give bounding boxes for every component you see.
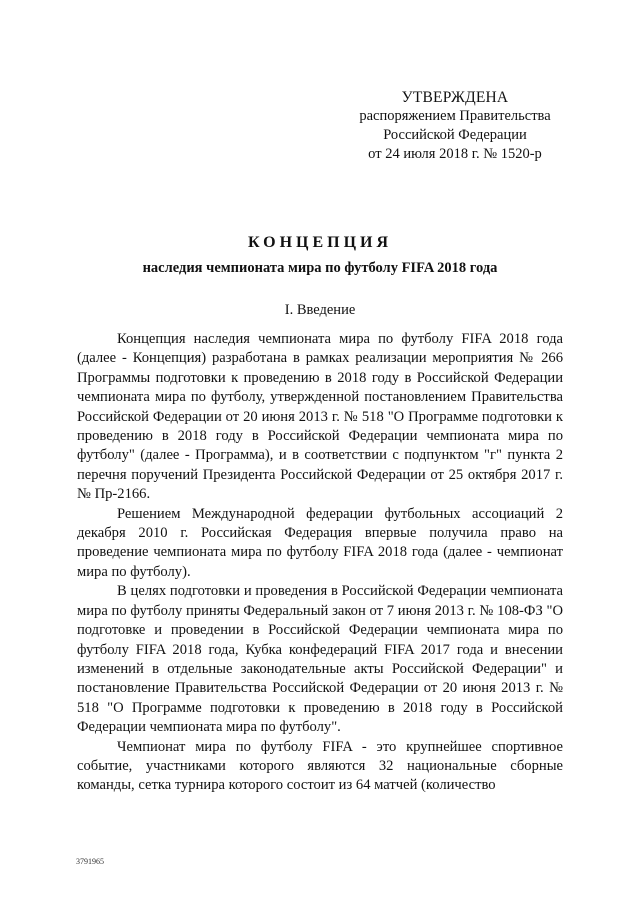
approval-block (350, 88, 560, 164)
approval-line: распоряжением Правительства (359, 108, 551, 124)
approval-line: Российской Федерации (383, 127, 527, 143)
paragraph: В целях подготовки и проведения в Российской Федерации чемпионата мира по футболу приняты Федеральный закон от 7 июня 2013 г. № 108-ФЗ "О подготовке и проведении в Российской Федерации чемпионата мира по футболу FIFA 2018 года, Кубка конфедераций FIFA 2017 года и внесении изменений в отдельные законодательные акты Российской Федерации" и постановление Правительства Российской Федерации от 20 июня 2013 г. № 518 "О Программе подготовки к проведению в 2018 году в Российской Федерации чемпионата мира по футболу". (77, 583, 563, 736)
approval-heading: УТВЕРЖДЕНА (401, 89, 509, 106)
paragraph: Чемпионат мира по футболу FIFA - это крупнейшее спортивное событие, участниками которого являются 32 национальные сборные команды, сетка турнира которого состоит из 64 матчей (количество (77, 738, 563, 794)
document-title: КОНЦЕПЦИЯ (247, 234, 393, 251)
body-text (77, 330, 563, 796)
document-code: 3791965 (76, 857, 104, 866)
approval-date-number: от 24 июля 2018 г. № 1520-р (368, 146, 542, 162)
document-subtitle: наследия чемпионата мира по футболу FIFA 2018 года (142, 260, 498, 276)
section-heading: I. Введение (284, 302, 356, 318)
paragraph: Решением Международной федерации футбольных ассоциаций 2 декабря 2010 г. Российская Федерация впервые получила право на проведение чемпионата мира по футболу FIFA 2018 года (далее - чемпионат мира по футболу). (77, 505, 563, 580)
paragraph: Концепция наследия чемпионата мира по футболу FIFA 2018 года (далее - Концепция) разработана в рамках реализации мероприятия № 266 Программы подготовки к проведению в 2018 году в Российской Федерации чемпионата мира по футболу, утвержденной постановлением Правительства Российской Федерации от 20 июня 2013 г. № 518 "О Программе подготовки к проведению в 2018 году в Российской Федерации чемпионата мира по футболу" (далее - Программа), и в соответствии с подпунктом "г" пункта 2 перечня поручений Президента Российской Федерации от 25 октября 2017 г. № Пр-2166. (77, 331, 563, 503)
